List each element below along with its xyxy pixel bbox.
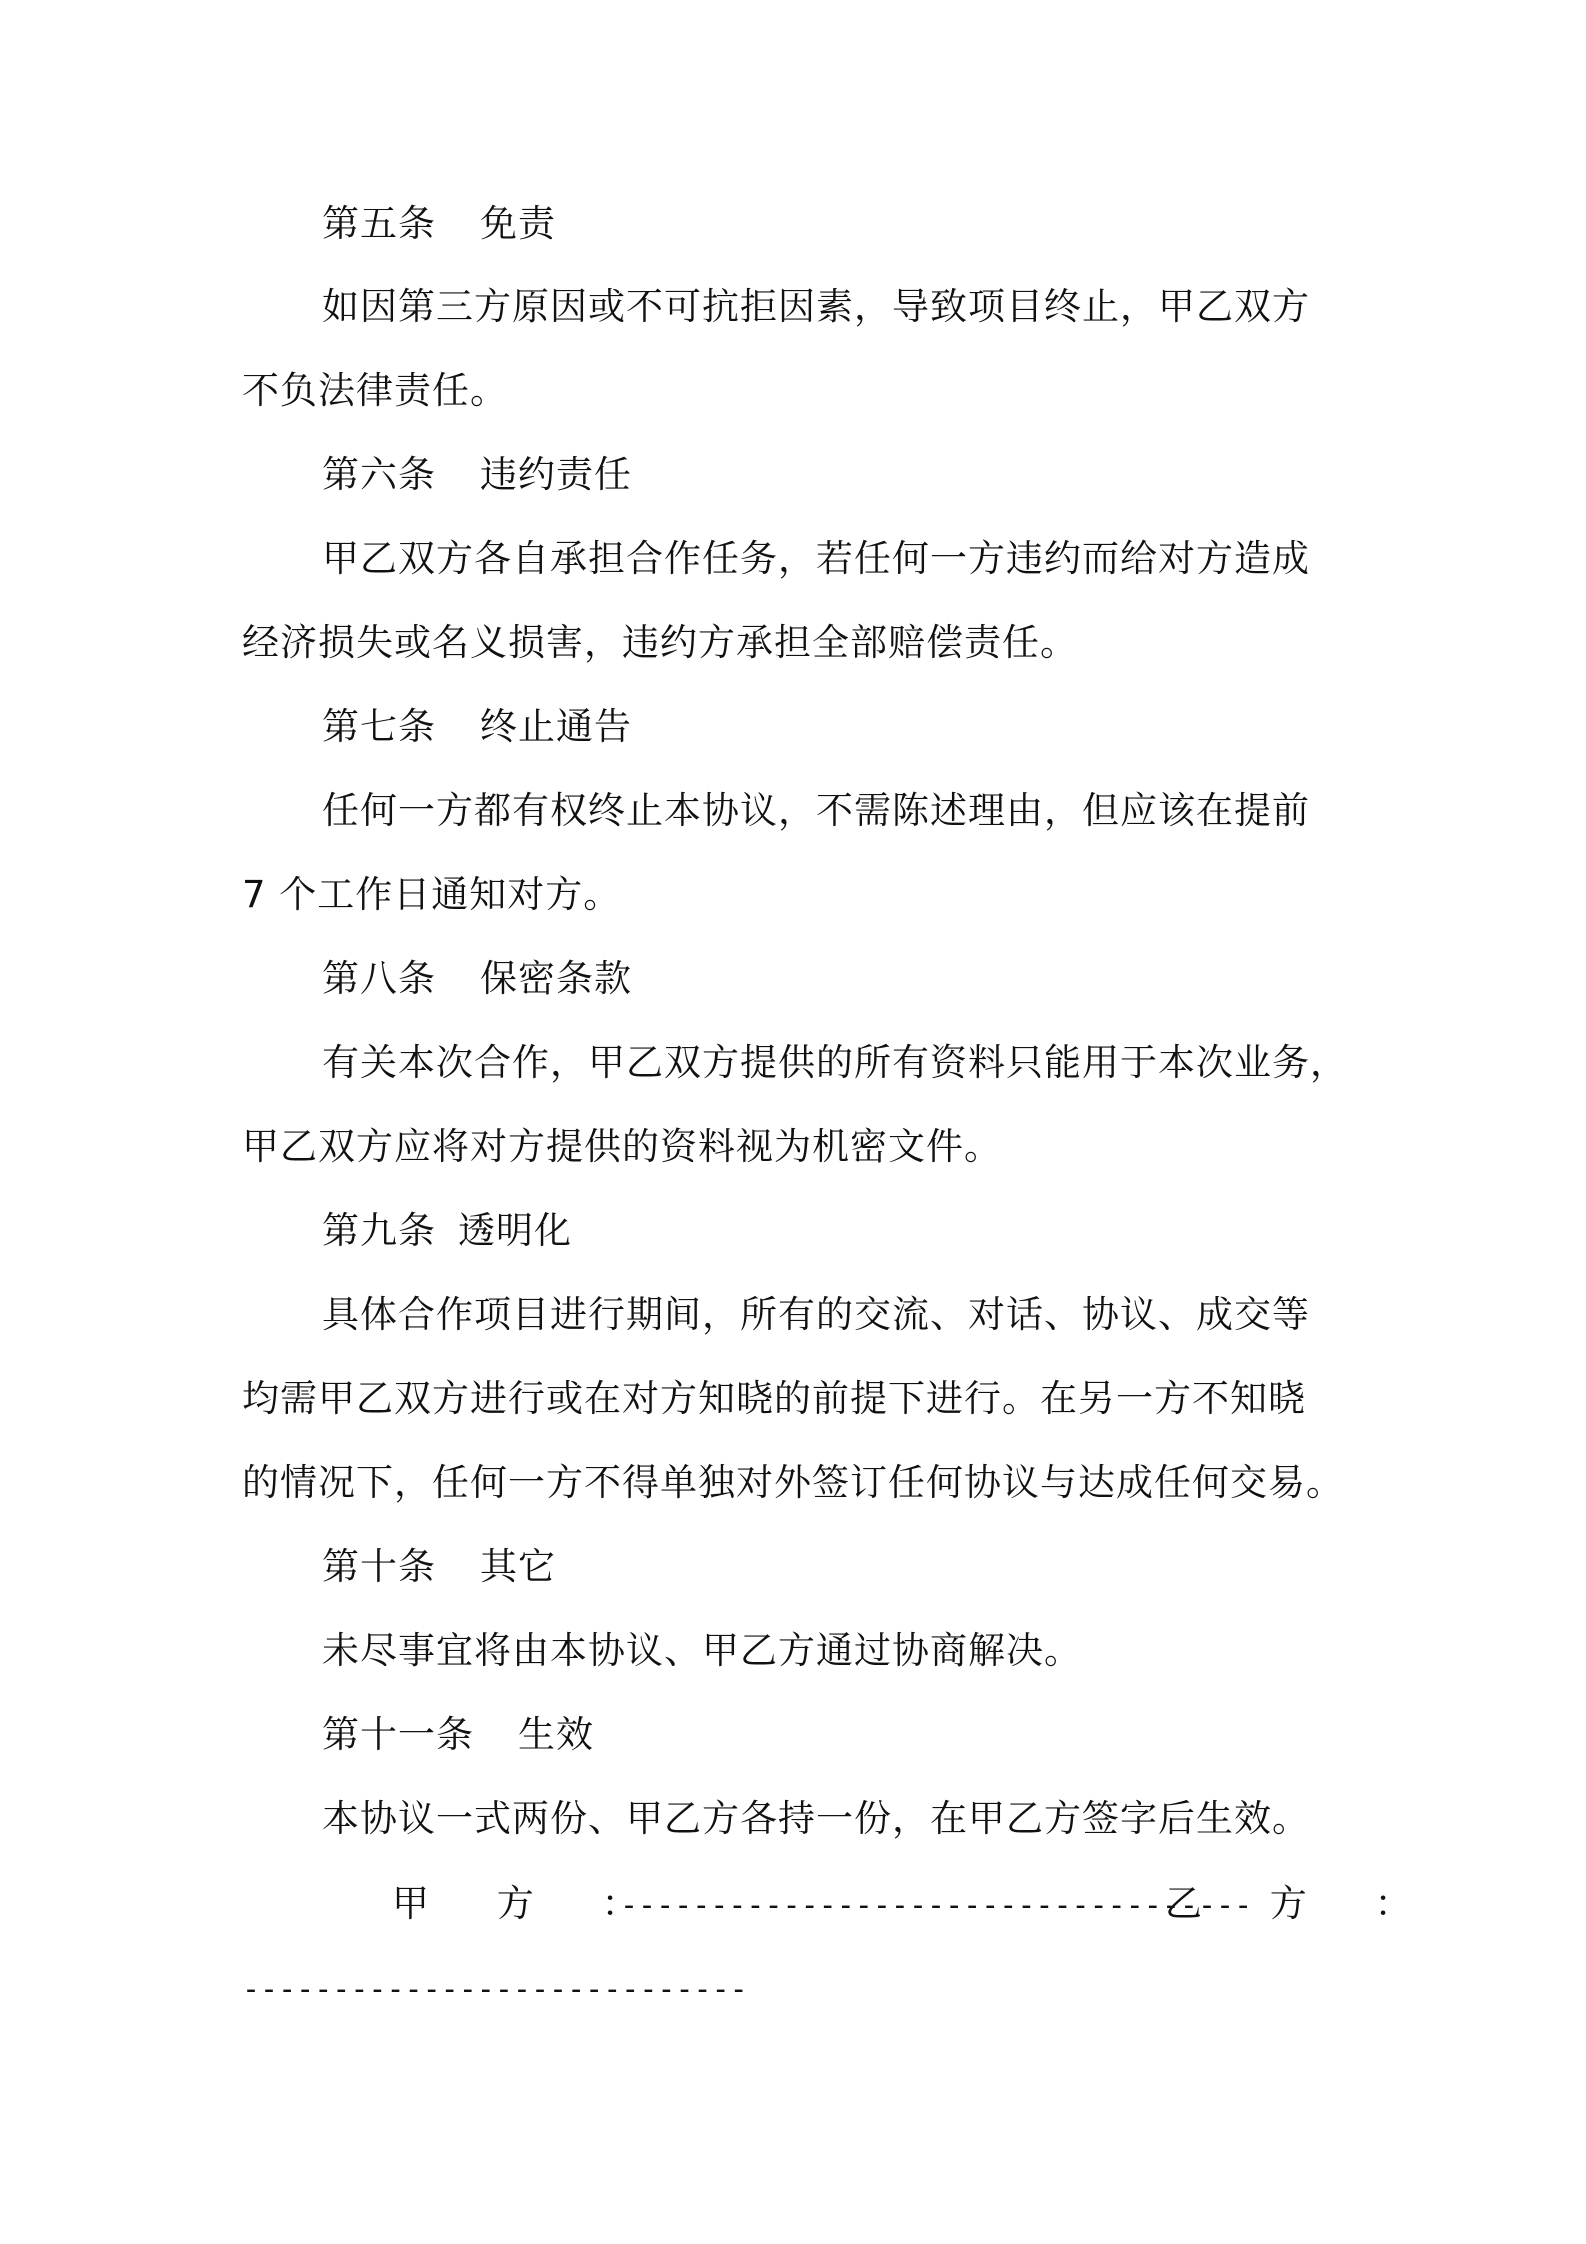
article-9-body-line: 的情况下，任何一方不得单独对外签订任何协议与达成任何交易。: [242, 1461, 1344, 1504]
article-8-body-line: 甲乙双方应将对方提供的资料视为机密文件。: [242, 1125, 1002, 1168]
article-5-heading: [322, 200, 1472, 248]
article-title: 其它: [480, 1545, 556, 1588]
article-8-body-line: 有关本次合作，甲乙双方提供的所有资料只能用于本次业务，: [322, 1041, 1348, 1084]
party-b-signature-line: ----------------------------: [242, 1972, 748, 2007]
article-9-body-line: 均需甲乙双方进行或在对方知晓的前提下进行。在另一方不知晓: [242, 1377, 1306, 1420]
article-title: 保密条款: [480, 957, 632, 1000]
article-7-body-line: 7 个工作日通知对方。: [242, 873, 622, 916]
article-number: 第五条: [322, 202, 436, 245]
article-5-body-line: 如因第三方原因或不可抗拒因素，导致项目终止，甲乙双方: [322, 285, 1310, 328]
article-number: 第九条: [322, 1209, 436, 1252]
article-number: 第六条: [322, 453, 436, 496]
article-7-heading: [322, 703, 1472, 751]
article-5-body-line: 不负法律责任。: [242, 369, 508, 412]
article-title: 免责: [480, 202, 556, 245]
article-title: 违约责任: [480, 453, 632, 496]
article-title: 生效: [518, 1713, 594, 1756]
article-9-heading: [322, 1207, 1472, 1255]
article-10-heading: [322, 1543, 1472, 1591]
article-9-body-line: 具体合作项目进行期间，所有的交流、对话、协议、成交等: [322, 1293, 1310, 1336]
article-6-body-line: 经济损失或名义损害，违约方承担全部赔偿责任。: [242, 621, 1078, 664]
article-7-body-line: 任何一方都有权终止本协议，不需陈述理由，但应该在提前: [322, 789, 1310, 832]
article-11-heading: [322, 1711, 1472, 1759]
article-number: 第八条: [322, 957, 436, 1000]
article-6-heading: [322, 451, 1472, 499]
article-number: 第十一条: [322, 1713, 474, 1756]
party-a-signature-line: -----------------------------------: [620, 1888, 1253, 1923]
article-title: 透明化: [458, 1209, 572, 1252]
article-number: 第十条: [322, 1545, 436, 1588]
article-10-body-line: 未尽事宜将由本协议、甲乙方通过协商解决。: [322, 1629, 1082, 1672]
party-b-label: 乙 方 ：: [1165, 1882, 1440, 1925]
article-number: 第七条: [322, 705, 436, 748]
article-title: 终止通告: [480, 705, 632, 748]
party-a-label: 甲 方 ：: [392, 1882, 667, 1925]
article-6-body-line: 甲乙双方各自承担合作任务，若任何一方违约而给对方造成: [322, 537, 1310, 580]
article-11-body-line: 本协议一式两份、甲乙方各持一份，在甲乙方签字后生效。: [322, 1797, 1310, 1840]
article-8-heading: [322, 955, 1472, 1003]
